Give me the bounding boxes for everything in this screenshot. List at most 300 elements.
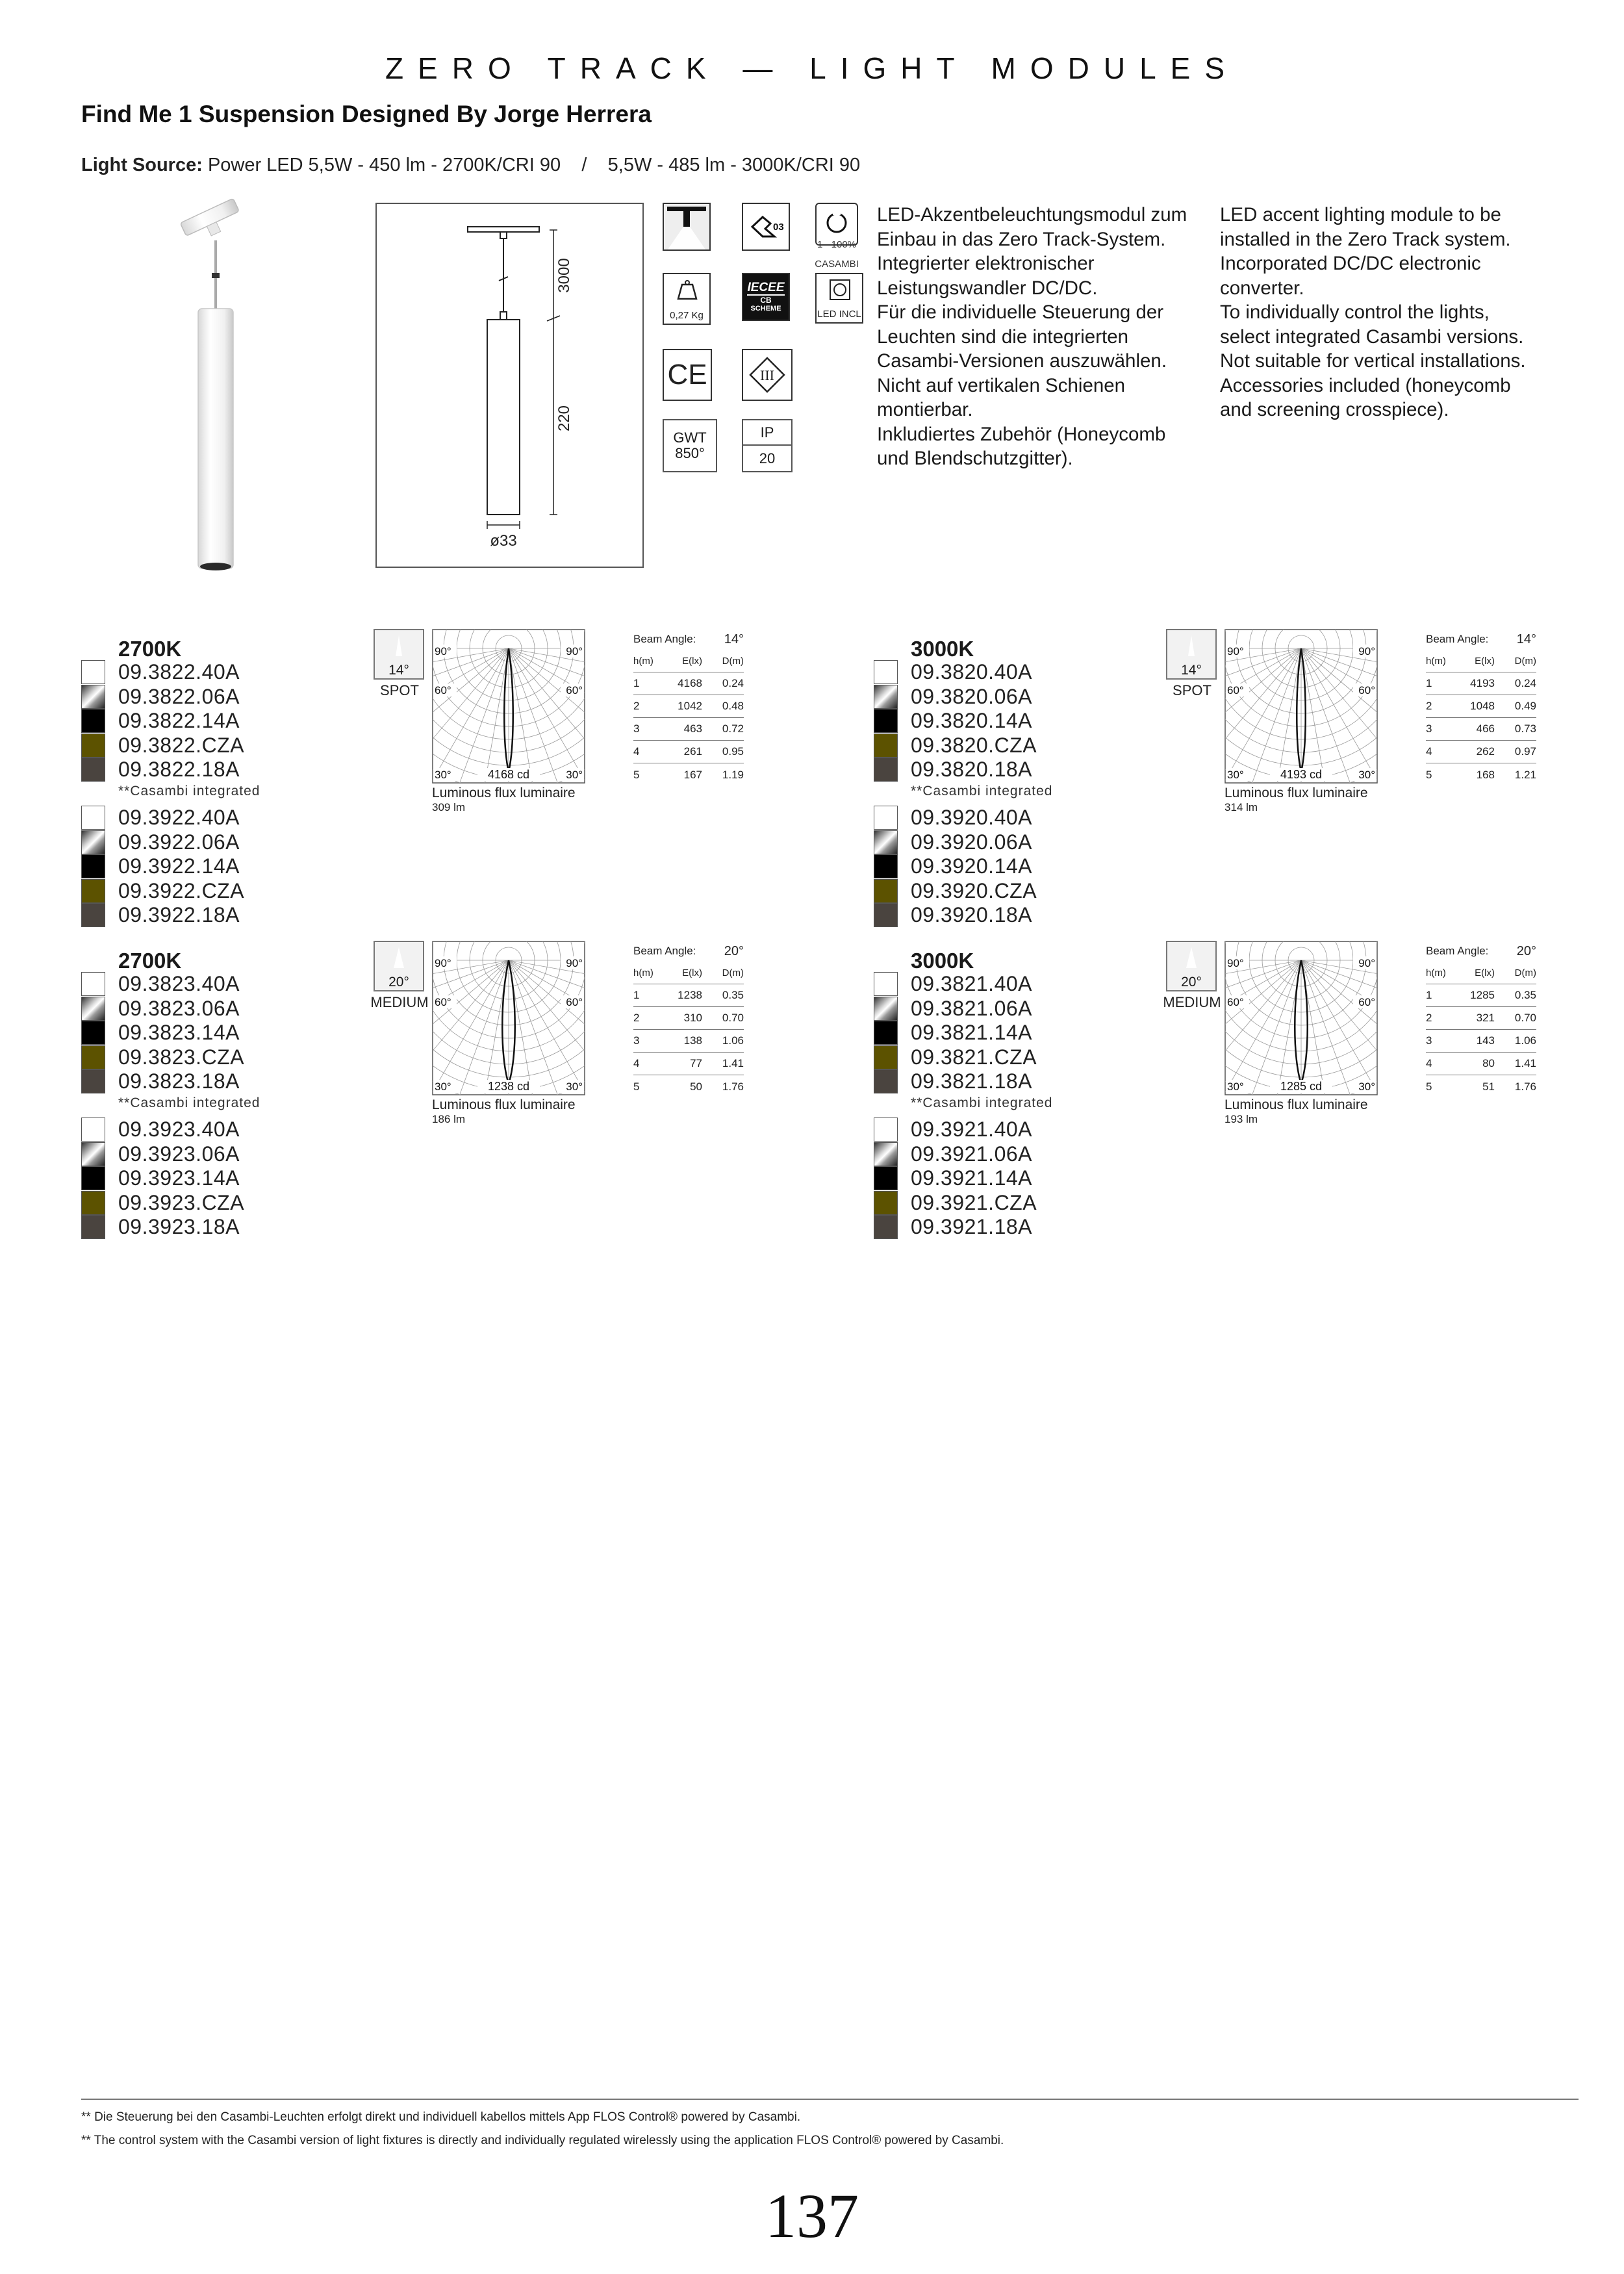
- table-row: [633, 695, 744, 718]
- table-cell: 138: [683, 1034, 702, 1047]
- color-temperature: 3000K: [911, 949, 974, 973]
- ip-rating: [742, 419, 793, 472]
- table-cell: 5: [1426, 1080, 1432, 1093]
- weight-caption: 0,27 Kg: [670, 310, 704, 321]
- code-row: [81, 1021, 240, 1045]
- desc-en-line: and screening crosspiece).: [1220, 399, 1449, 420]
- led-incl-caption: LED INCL: [817, 309, 861, 320]
- product-code: 09.3923.06A: [118, 1142, 240, 1166]
- product-code: 09.3923.40A: [118, 1118, 240, 1141]
- table-header-cell: E(lx): [682, 967, 702, 978]
- beam-type-icon: [374, 629, 424, 680]
- product-code: 09.3923.18A: [118, 1215, 240, 1238]
- table-cell: 5: [633, 1080, 640, 1093]
- finish-swatch-black: [874, 1021, 898, 1045]
- desc-en-line: installed in the Zero Track system.: [1220, 228, 1511, 250]
- table-cell: 167: [683, 768, 702, 781]
- product-code: 09.3822.14A: [118, 709, 240, 732]
- code-row: [81, 1191, 244, 1215]
- product-code: 09.3923.CZA: [118, 1190, 245, 1214]
- table-cell: 1: [633, 989, 640, 1001]
- table-header-cell: h(m): [633, 655, 653, 667]
- dimension-drawing: [375, 203, 644, 568]
- table-cell: 1.41: [722, 1057, 744, 1069]
- table-cell: 262: [1476, 745, 1495, 758]
- product-code: 09.3821.18A: [911, 1069, 1032, 1093]
- angle-label-60-right: 60°: [566, 684, 583, 696]
- energy-label: 03: [773, 222, 784, 233]
- angle-label-30-left: 30°: [435, 1080, 451, 1093]
- product-code: 09.3823.18A: [118, 1069, 240, 1093]
- table-header-cell: D(m): [722, 967, 744, 978]
- product-code: 09.3820.14A: [911, 709, 1032, 732]
- weight-icon: [663, 273, 711, 325]
- table-cell: 1.76: [722, 1080, 744, 1093]
- table-header-row: [633, 650, 744, 672]
- desc-de-line: und Blendschutzgitter).: [877, 448, 1073, 469]
- product-code: 09.3921.06A: [911, 1142, 1032, 1166]
- flux-value: 193 lm: [1224, 1113, 1258, 1125]
- angle-label-30-right: 30°: [1358, 1080, 1375, 1093]
- product-code: 09.3821.40A: [911, 972, 1032, 995]
- casambi-caption: CASAMBI: [815, 259, 859, 270]
- code-row: [874, 903, 1032, 927]
- table-row: [633, 672, 744, 695]
- code-row: [874, 1045, 1037, 1069]
- table-row: [1426, 672, 1536, 695]
- beam-angle-row: [1426, 629, 1536, 650]
- table-cell: 3: [1426, 1034, 1432, 1047]
- angle-label-90-left: 90°: [435, 957, 451, 969]
- flux-value: 186 lm: [432, 1113, 466, 1125]
- beam-angle-value: 20°: [1516, 943, 1536, 958]
- product-code: 09.3921.18A: [911, 1215, 1032, 1238]
- table-header-cell: h(m): [1426, 655, 1446, 667]
- energy-class-icon: [742, 203, 790, 251]
- table-cell: 4: [633, 1057, 640, 1069]
- code-row: [81, 1142, 240, 1166]
- finish-swatch-white: [81, 972, 105, 996]
- code-row: [81, 660, 240, 684]
- table-cell: 168: [1476, 768, 1495, 781]
- product-code: 09.3921.CZA: [911, 1190, 1037, 1214]
- table-header-cell: E(lx): [682, 655, 702, 667]
- polar-diagram: [432, 629, 585, 784]
- product-code: 09.3820.CZA: [911, 733, 1037, 757]
- product-code: 09.3920.CZA: [911, 878, 1037, 902]
- flux-value: 314 lm: [1224, 801, 1258, 813]
- angle-label-30-left: 30°: [1227, 769, 1244, 781]
- code-row: [81, 1118, 240, 1142]
- angle-label-30-left: 30°: [1227, 1080, 1244, 1093]
- finish-swatch-chrome: [81, 997, 105, 1021]
- code-row: [81, 854, 240, 878]
- iecee-logo-icon: [742, 273, 790, 321]
- iecee-line2: CB: [760, 296, 772, 305]
- class-iii-icon: [742, 349, 793, 401]
- table-cell: 1: [633, 677, 640, 689]
- beam-angle-icon-label: 20°: [388, 975, 409, 990]
- iecee-line3: SCHEME: [750, 305, 781, 313]
- code-row: [81, 1215, 240, 1239]
- light-source-value: Power LED 5,5W - 450 lm - 2700K/CRI 90 / 5,5W - 485 lm - 3000K/CRI 90: [202, 155, 861, 175]
- finish-swatch-black: [81, 1166, 105, 1190]
- table-header-row: [1426, 962, 1536, 984]
- finish-swatch-bronze: [874, 1191, 898, 1215]
- table-header-cell: D(m): [1514, 655, 1536, 667]
- polar-diagram: [1224, 629, 1378, 784]
- finish-swatch-bronze: [874, 734, 898, 758]
- color-temperature: 2700K: [118, 949, 182, 973]
- product-code: 09.3823.CZA: [118, 1045, 245, 1069]
- ip-label: IP: [743, 420, 791, 446]
- beam-type-icon: [374, 941, 424, 991]
- code-row: [874, 972, 1032, 996]
- table-cell: 466: [1476, 722, 1495, 735]
- finish-swatch-grey: [874, 758, 898, 782]
- table-cell: 1.06: [722, 1034, 744, 1047]
- beam-angle-label: Beam Angle:: [633, 633, 696, 645]
- angle-label-30-left: 30°: [435, 769, 451, 781]
- code-row: [81, 758, 240, 782]
- page-title: ZERO TRACK — LIGHT MODULES: [385, 51, 1239, 85]
- led-included-icon: [815, 273, 863, 324]
- finish-swatch-chrome: [874, 997, 898, 1021]
- photometric-table: [1426, 629, 1536, 786]
- flux-value: 309 lm: [432, 801, 466, 813]
- code-row: [81, 879, 244, 903]
- code-row: [874, 1118, 1032, 1142]
- beam-angle-row: [1426, 941, 1536, 962]
- desc-de-line: Inkludiertes Zubehör (Honeycomb: [877, 423, 1166, 445]
- finish-swatch-bronze: [81, 1191, 105, 1215]
- code-row: [874, 1021, 1032, 1045]
- product-code: 09.3822.18A: [118, 758, 240, 781]
- code-row: [81, 972, 240, 996]
- beam-angle-icon-label: 14°: [388, 663, 409, 678]
- table-cell: 51: [1482, 1080, 1495, 1093]
- product-code: 09.3920.40A: [911, 806, 1032, 829]
- table-cell: 0.97: [1514, 745, 1536, 758]
- table-cell: 3: [633, 1034, 640, 1047]
- finish-swatch-chrome: [874, 685, 898, 709]
- angle-label-90-right: 90°: [566, 645, 583, 658]
- table-cell: 1.21: [1514, 768, 1536, 781]
- table-cell: 0.24: [722, 677, 744, 689]
- finish-swatch-bronze: [81, 734, 105, 758]
- table-cell: 4: [1426, 745, 1432, 758]
- table-cell: 77: [690, 1057, 702, 1069]
- beam-angle-row: [633, 629, 744, 650]
- table-cell: 0.95: [722, 745, 744, 758]
- light-source-label: Light Source:: [81, 155, 203, 175]
- finish-swatch-chrome: [874, 1142, 898, 1166]
- beam-angle-icon-label: 20°: [1181, 975, 1202, 990]
- beam-type-label: SPOT: [380, 682, 419, 698]
- angle-label-60-right: 60°: [1358, 684, 1375, 696]
- table-cell: 1.06: [1514, 1034, 1536, 1047]
- table-cell: 0.35: [1514, 989, 1536, 1001]
- table-cell: 321: [1476, 1012, 1495, 1024]
- finish-swatch-white: [81, 1118, 105, 1142]
- table-cell: 80: [1482, 1057, 1495, 1069]
- finish-swatch-bronze: [81, 1045, 105, 1069]
- table-cell: 1.19: [722, 768, 744, 781]
- code-row: [874, 1142, 1032, 1166]
- product-code: 09.3820.18A: [911, 758, 1032, 781]
- table-header-cell: D(m): [722, 655, 744, 667]
- product-code: 09.3922.14A: [118, 854, 240, 878]
- table-cell: 2: [1426, 700, 1432, 712]
- desc-de-line: Leuchten sind die integrierten: [877, 326, 1129, 348]
- angle-label-90-right: 90°: [1358, 957, 1375, 969]
- finish-swatch-grey: [874, 903, 898, 927]
- ce-mark-icon: CE: [663, 349, 712, 401]
- product-code: 09.3821.06A: [911, 996, 1032, 1020]
- finish-swatch-black: [874, 709, 898, 733]
- product-code: 09.3822.40A: [118, 660, 240, 683]
- code-row: [874, 709, 1032, 733]
- angle-label-60-left: 60°: [1227, 684, 1244, 696]
- table-cell: 1.41: [1514, 1057, 1536, 1069]
- page-number: 137: [765, 2181, 859, 2251]
- table-cell: 0.35: [722, 989, 744, 1001]
- product-code: 09.3820.40A: [911, 660, 1032, 683]
- product-code: 09.3921.40A: [911, 1118, 1032, 1141]
- angle-label-90-right: 90°: [1358, 645, 1375, 658]
- variant-group-2700k-medium: [81, 943, 796, 1254]
- product-code: 09.3820.06A: [911, 684, 1032, 708]
- table-cell: 2: [633, 700, 640, 712]
- desc-en-line: converter.: [1220, 277, 1304, 299]
- product-code: 09.3920.06A: [911, 830, 1032, 854]
- product-code: 09.3922.40A: [118, 806, 240, 829]
- table-cell: 5: [1426, 768, 1432, 781]
- photometric-table: [1426, 941, 1536, 1098]
- table-cell: 1048: [1470, 700, 1495, 712]
- variant-group-2700k-spot: [81, 632, 796, 942]
- table-cell: 0.24: [1514, 677, 1536, 689]
- product-code: 09.3922.CZA: [118, 878, 245, 902]
- code-row: [874, 1069, 1032, 1093]
- table-header-cell: h(m): [633, 967, 653, 978]
- desc-en-line: select integrated Casambi versions.: [1220, 326, 1524, 348]
- angle-label-30-right: 30°: [566, 769, 583, 781]
- gwt-line2: 850°: [675, 445, 705, 461]
- product-code: 09.3823.06A: [118, 996, 240, 1020]
- code-row: [81, 1069, 240, 1093]
- dimension-svg: [377, 204, 642, 567]
- beam-angle-row: [633, 941, 744, 962]
- table-row: [633, 1053, 744, 1075]
- finish-swatch-black: [874, 1166, 898, 1190]
- beam-angle-label: Beam Angle:: [633, 945, 696, 957]
- finish-swatch-bronze: [874, 879, 898, 903]
- product-title: Find Me 1 Suspension Designed By Jorge Herrera: [81, 101, 652, 127]
- finish-swatch-grey: [874, 1215, 898, 1239]
- product-code: 09.3922.18A: [118, 903, 240, 926]
- table-row: [633, 984, 744, 1007]
- beam-angle-value: 14°: [1516, 632, 1536, 646]
- desc-de-line: montierbar.: [877, 399, 973, 420]
- beam-type-icon: [1166, 941, 1217, 991]
- table-row: [1426, 1030, 1536, 1053]
- photometric-table: [633, 629, 744, 786]
- code-row: [874, 830, 1032, 854]
- code-row: [81, 1166, 240, 1190]
- table-cell: 1238: [678, 989, 702, 1001]
- table-cell: 0.70: [722, 1012, 744, 1024]
- finish-swatch-bronze: [874, 1045, 898, 1069]
- table-row: [633, 1030, 744, 1053]
- flux-label: Luminous flux luminaire: [432, 786, 576, 800]
- desc-en-line: Incorporated DC/DC electronic: [1220, 253, 1481, 274]
- description-de: [877, 203, 1215, 471]
- footnote-de: ** Die Steuerung bei den Casambi-Leuchten erfolgt direkt und individuell kabellos mittels App FLOS Control® powered by Casambi.: [81, 2110, 801, 2124]
- desc-de-line: Nicht auf vertikalen Schienen: [877, 374, 1126, 396]
- table-cell: 0.72: [722, 722, 744, 735]
- iecee-line1: IECEE: [747, 281, 785, 294]
- finish-swatch-chrome: [874, 830, 898, 854]
- table-cell: 0.73: [1514, 722, 1536, 735]
- track-mount-icon: [663, 203, 711, 251]
- code-row: [874, 806, 1032, 830]
- peak-intensity-label: 1238 cd: [487, 1080, 530, 1093]
- dimmable-caption: 1 - 100%: [817, 239, 857, 250]
- gwt-rating: [663, 419, 717, 472]
- code-row: [81, 830, 240, 854]
- finish-swatch-white: [81, 806, 105, 830]
- product-code: 09.3822.06A: [118, 684, 240, 708]
- footer-rule: [81, 2099, 1579, 2100]
- flux-label: Luminous flux luminaire: [1224, 786, 1368, 800]
- code-row: [874, 660, 1032, 684]
- table-row: [1426, 763, 1536, 786]
- dim-drop-label: 3000: [555, 258, 573, 293]
- table-header-row: [633, 962, 744, 984]
- peak-intensity-label: 4193 cd: [1280, 768, 1323, 781]
- table-cell: 0.49: [1514, 700, 1536, 712]
- desc-en-line: To individually control the lights,: [1220, 301, 1490, 323]
- gwt-line1: GWT: [673, 429, 707, 446]
- desc-de-line: Für die individuelle Steuerung der: [877, 301, 1164, 323]
- table-cell: 0.70: [1514, 1012, 1536, 1024]
- table-cell: 0.48: [722, 700, 744, 712]
- code-row: [874, 1166, 1032, 1190]
- table-cell: 143: [1476, 1034, 1495, 1047]
- finish-swatch-white: [81, 660, 105, 684]
- angle-label-90-right: 90°: [566, 957, 583, 969]
- table-cell: 4168: [678, 677, 702, 689]
- code-row: [81, 685, 240, 709]
- finish-swatch-chrome: [81, 1142, 105, 1166]
- product-code: 09.3821.14A: [911, 1021, 1032, 1044]
- dim-body-label: 220: [555, 405, 573, 432]
- variant-group-3000k-spot: [874, 632, 1588, 942]
- table-row: [633, 1075, 744, 1098]
- polar-diagram: [432, 941, 585, 1095]
- finish-swatch-grey: [81, 758, 105, 782]
- angle-label-30-right: 30°: [1358, 769, 1375, 781]
- finish-swatch-white: [874, 1118, 898, 1142]
- table-row: [633, 718, 744, 741]
- variant-group-3000k-medium: [874, 943, 1588, 1254]
- beam-angle-icon-label: 14°: [1181, 663, 1202, 678]
- product-code: 09.3920.18A: [911, 903, 1032, 926]
- photometric-table: [633, 941, 744, 1098]
- ip-value: 20: [759, 450, 776, 466]
- peak-intensity-label: 1285 cd: [1280, 1080, 1323, 1093]
- finish-swatch-black: [81, 1021, 105, 1045]
- finish-swatch-white: [874, 660, 898, 684]
- product-code: 09.3921.14A: [911, 1166, 1032, 1190]
- table-cell: 2: [1426, 1012, 1432, 1024]
- table-header-cell: D(m): [1514, 967, 1536, 978]
- angle-label-60-right: 60°: [1358, 996, 1375, 1008]
- finish-swatch-black: [81, 854, 105, 878]
- table-header-cell: E(lx): [1475, 655, 1495, 667]
- light-source: [81, 155, 860, 176]
- table-header-cell: E(lx): [1475, 967, 1495, 978]
- table-cell: 1.76: [1514, 1080, 1536, 1093]
- desc-de-line: Leistungswandler DC/DC.: [877, 277, 1098, 299]
- table-cell: 4: [633, 745, 640, 758]
- finish-swatch-grey: [874, 1069, 898, 1093]
- peak-intensity-label: 4168 cd: [487, 768, 530, 781]
- code-row: [874, 879, 1037, 903]
- finish-swatch-white: [874, 806, 898, 830]
- table-row: [633, 1007, 744, 1030]
- finish-swatch-grey: [81, 1069, 105, 1093]
- table-header-cell: h(m): [1426, 967, 1446, 978]
- angle-label-90-left: 90°: [435, 645, 451, 658]
- table-cell: 2: [633, 1012, 640, 1024]
- finish-swatch-chrome: [81, 685, 105, 709]
- table-cell: 1: [1426, 677, 1432, 689]
- casambi-note: **Casambi integrated: [911, 784, 1053, 798]
- finish-swatch-chrome: [81, 830, 105, 854]
- desc-en-line: Accessories included (honeycomb: [1220, 374, 1511, 396]
- beam-type-label: SPOT: [1173, 682, 1212, 698]
- casambi-note: **Casambi integrated: [911, 1095, 1053, 1110]
- table-cell: 4: [1426, 1057, 1432, 1069]
- product-code: 09.3822.CZA: [118, 733, 245, 757]
- code-row: [81, 806, 240, 830]
- desc-de-line: Integrierter elektronischer: [877, 253, 1095, 274]
- code-row: [874, 854, 1032, 878]
- table-cell: 5: [633, 768, 640, 781]
- table-cell: 261: [683, 745, 702, 758]
- table-header-row: [1426, 650, 1536, 672]
- table-cell: 50: [690, 1080, 702, 1093]
- table-cell: 310: [683, 1012, 702, 1024]
- description-en: [1220, 203, 1558, 422]
- product-code: 09.3923.14A: [118, 1166, 240, 1190]
- casambi-note: **Casambi integrated: [118, 1095, 260, 1110]
- flux-label: Luminous flux luminaire: [1224, 1097, 1368, 1112]
- finish-swatch-grey: [81, 1215, 105, 1239]
- table-row: [633, 763, 744, 786]
- code-row: [874, 758, 1032, 782]
- code-row: [874, 734, 1037, 758]
- angle-label-60-right: 60°: [566, 996, 583, 1008]
- code-row: [874, 1215, 1032, 1239]
- table-row: [1426, 695, 1536, 718]
- footnote-en: ** The control system with the Casambi version of light fixtures is directly and individually regulated wirelessly using the application FLOS Control® powered by Casambi.: [81, 2134, 1004, 2147]
- polar-diagram: [1224, 941, 1378, 1095]
- angle-label-60-left: 60°: [435, 684, 451, 696]
- beam-angle-label: Beam Angle:: [1426, 633, 1489, 645]
